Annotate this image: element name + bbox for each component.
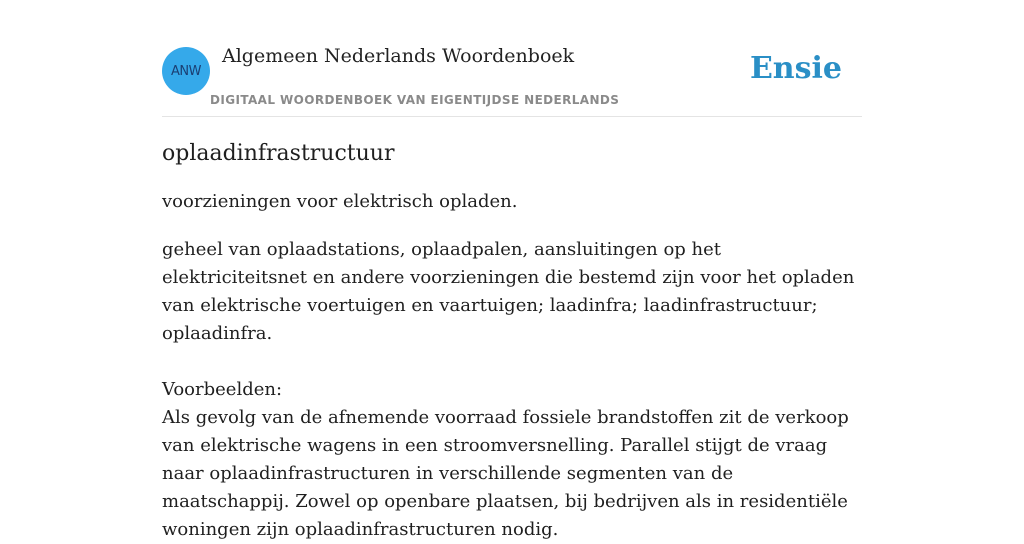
anw-logo[interactable]	[162, 47, 210, 95]
short-definition: voorzieningen voor elektrisch opladen.	[162, 191, 518, 212]
site-subtitle: DIGITAAL WOORDENBOEK VAN EIGENTIJDSE NEDERLANDS	[210, 93, 620, 107]
site-title[interactable]: Algemeen Nederlands Woordenboek	[222, 45, 575, 67]
long-definition: geheel van oplaadstations, oplaadpalen, aansluitingen op het elektriciteitsnet en andere voorzieningen die bestemd zijn voor het opladen van elektrische voertuigen en vaartuigen; laadinfra; laadinfrastructuur; oplaadinfra.	[162, 239, 855, 344]
entry-content	[162, 138, 862, 544]
example-text: Als gevolg van de afnemende voorraad fossiele brandstoffen zit de verkoop van elektrische wagens in een stroomversnelling. Parallel stijgt de vraag naar oplaadinfrastructuren in verschillende segmenten van de maatschappij. Zowel op openbare plaatsen, bij bedrijven als in residentiële woningen zijn oplaadinfrastructuren nodig.	[162, 407, 849, 540]
examples-label: Voorbeelden:	[162, 379, 283, 400]
headword: oplaadinfrastructuur	[162, 141, 395, 166]
ensie-brand-logo[interactable]: Ensie	[749, 51, 842, 86]
logo-text: ANW	[171, 63, 201, 79]
site-header	[162, 0, 862, 117]
